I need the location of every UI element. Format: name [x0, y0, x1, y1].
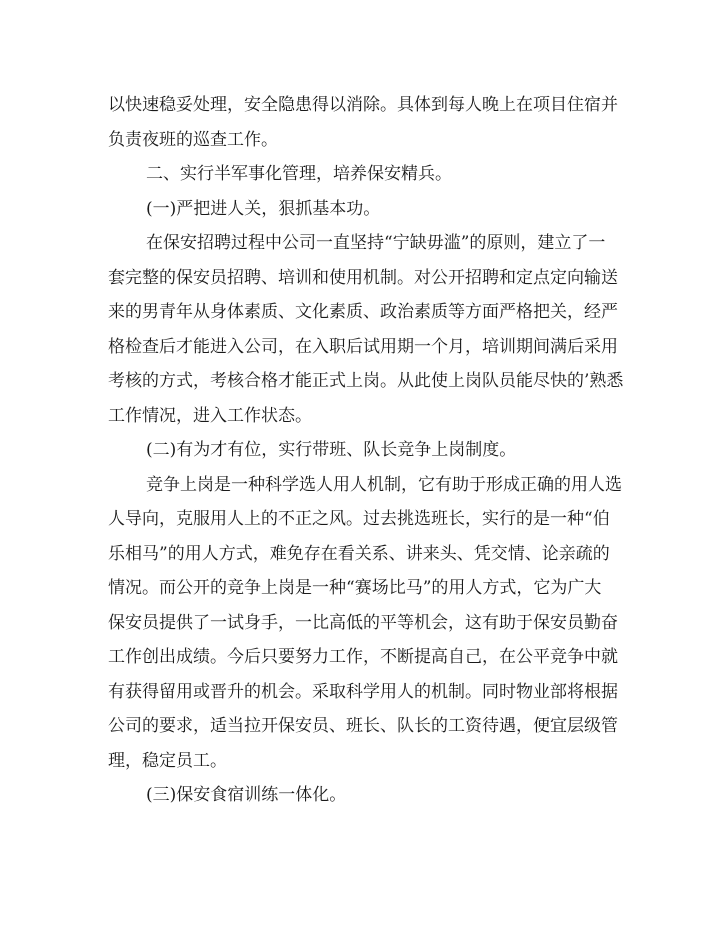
text-line: (一)严把进人关，狠抓基本功。: [146, 198, 381, 219]
paragraph-night-patrol: [108, 88, 618, 157]
subsection-heading-2: [108, 433, 613, 468]
text-line: 在保安招聘过程中公司一直坚持“宁缺毋滥”的原则，建立了一: [146, 233, 606, 253]
text-line: 保安员提供了一试身手，一比高低的平等机会，这有助于保安员勤奋: [108, 612, 618, 633]
text-line: 理，稳定员工。: [108, 750, 227, 771]
subsection-heading-1: [108, 192, 613, 227]
paragraph-competition: [108, 468, 622, 779]
text-line: 来的男青年从身体素质、文化素质、政治素质等方面严格把关，经严: [108, 302, 618, 322]
document-body: [108, 88, 624, 813]
paragraph-recruitment: [108, 226, 624, 433]
text-line: 以快速稳妥处理，安全隐患得以消除。具体到每人晚上在项目住宿并: [108, 95, 618, 115]
text-line: 格检查后才能进入公司，在入职后试用期一个月，培训期间满后采用: [108, 336, 618, 357]
text-line: 二、实行半军事化管理，培养保安精兵。: [146, 164, 452, 184]
text-line: 负责夜班的巡查工作。: [108, 129, 278, 150]
text-line: (三)保安食宿训练一体化。: [146, 785, 347, 805]
text-line: (二)有为才有位，实行带班、队长竞争上岗制度。: [146, 440, 517, 460]
text-line: 竞争上岗是一种科学选人用人机制，它有助于形成正确的用人选: [146, 474, 622, 495]
text-line: 考核的方式，考核合格才能正式上岗。从此使上岗队员能尽快的’熟悉: [108, 371, 624, 391]
text-line: 有获得留用或晋升的机会。采取科学用人的机制。同时物业部将根据: [108, 681, 618, 702]
text-line: 情况。而公开的竞争上岗是一种“赛场比马”的用人方式，它为广大: [108, 578, 602, 598]
text-line: 套完整的保安员招聘、培训和使用机制。对公开招聘和定点定向输送: [108, 267, 618, 288]
text-line: 人导向，克服用人上的不正之风。过去挑选班长，实行的是一种“伯: [108, 509, 610, 529]
section-heading-2: [108, 157, 613, 192]
subsection-heading-3: [108, 778, 613, 813]
text-line: 工作创出成绩。今后只要努力工作，不断提高自己，在公平竞争中就: [108, 647, 618, 667]
text-line: 公司的要求，适当拉开保安员、班长、队长的工资待遇，便宜层级管: [108, 716, 618, 736]
text-line: 乐相马”的用人方式，难免存在看关系、讲来头、凭交情、论亲疏的: [108, 543, 610, 564]
text-line: 工作情况，进入工作状态。: [108, 405, 312, 426]
